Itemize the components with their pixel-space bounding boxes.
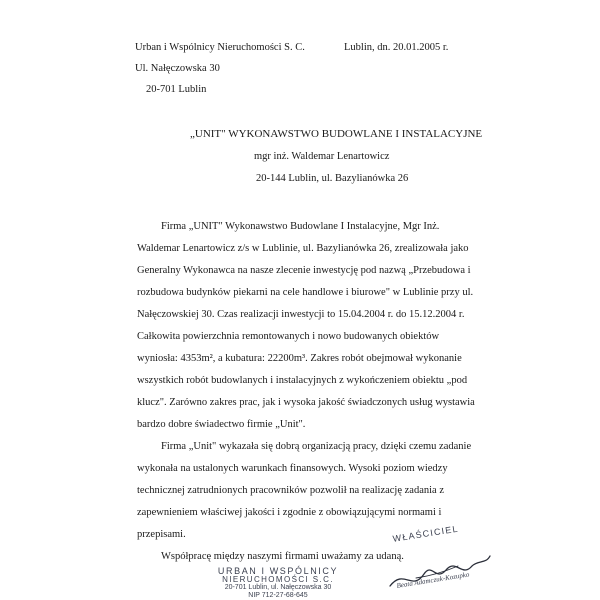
body-line: technicznej zatrudnionych pracowników pozwolił na realizację zadania z xyxy=(137,485,444,496)
place-date: Lublin, dn. 20.01.2005 r. xyxy=(344,42,449,53)
stamp-address: 20-701 Lublin, ul. Nałęczowska 30 xyxy=(224,584,332,591)
stamp-company-type: NIERUCHOMOŚCI S.C. xyxy=(222,575,334,584)
body-line: rozbudowa budynków piekarni na cele handlowe i biurowe" w Lublinie przy ul. xyxy=(137,287,474,298)
recipient-person: mgr inż. Waldemar Lenartowicz xyxy=(254,151,390,162)
sender-name: Urban i Wspólnicy Nieruchomości S. C. xyxy=(135,42,305,53)
signature-name: Beata Adamczuk-Kozupko xyxy=(396,570,470,590)
company-stamp xyxy=(178,568,378,598)
body-line: wykonała na ustalonych warunkach finansowych. Wysoki poziom wiedzy xyxy=(137,463,448,474)
body-line: Generalny Wykonawca na nasze zlecenie inwestycję pod nazwą „Przebudowa i xyxy=(137,265,471,276)
signature-stroke xyxy=(390,556,490,586)
body-line: Firma „UNIT" Wykonawstwo Budowlane I Instalacyjne, Mgr Inż. xyxy=(161,221,440,232)
handwritten-signature xyxy=(386,548,496,594)
body-line: klucz". Zarówno zakres prac, jak i wysoka jakość świadczonych usług wystawia xyxy=(137,397,475,408)
body-line: przepisami. xyxy=(137,529,186,540)
body-line: Firma „Unit" wykazała się dobrą organizacją pracy, dzięki czemu zadanie xyxy=(161,441,472,452)
recipient-company: „UNIT" WYKONAWSTWO BUDOWLANE I INSTALACYJNE xyxy=(190,128,483,140)
body-line: bardzo dobre świadectwo firmie „Unit". xyxy=(137,419,306,430)
stamp-company-name: URBAN I WSPÓLNICY xyxy=(217,566,339,576)
stamp-nip: NIP 712-27-68-645 xyxy=(248,592,308,599)
body-line: Współpracę między naszymi firmami uważamy za udaną. xyxy=(161,551,404,562)
sender-city: 20-701 Lublin xyxy=(146,84,207,95)
body-line: Waldemar Lenartowicz z/s w Lublinie, ul. Bazylianówka 26, zrealizowała jako xyxy=(137,243,469,254)
body-line: Całkowita powierzchnia remontowanych i nowo budowanych obiektów xyxy=(137,331,440,342)
body-line: wszystkich robót budowlanych i instalacyjnych z wykończeniem obiektu „pod xyxy=(137,375,468,386)
signature-title: WŁAŚCICIEL xyxy=(392,523,460,544)
sender-street: Ul. Nałęczowska 30 xyxy=(135,63,220,74)
recipient-address: 20-144 Lublin, ul. Bazylianówka 26 xyxy=(256,173,409,184)
body-line: Nałęczowskiej 30. Czas realizacji inwestycji to 15.04.2004 r. do 15.12.2004 r. xyxy=(137,309,465,320)
body-line: wyniosła: 4353m², a kubatura: 22200m³. Zakres robót obejmował wykonanie xyxy=(137,353,462,364)
body-line: zapewnieniem właściwej jakości i zgodnie z obowiązującymi normami i xyxy=(137,507,442,518)
